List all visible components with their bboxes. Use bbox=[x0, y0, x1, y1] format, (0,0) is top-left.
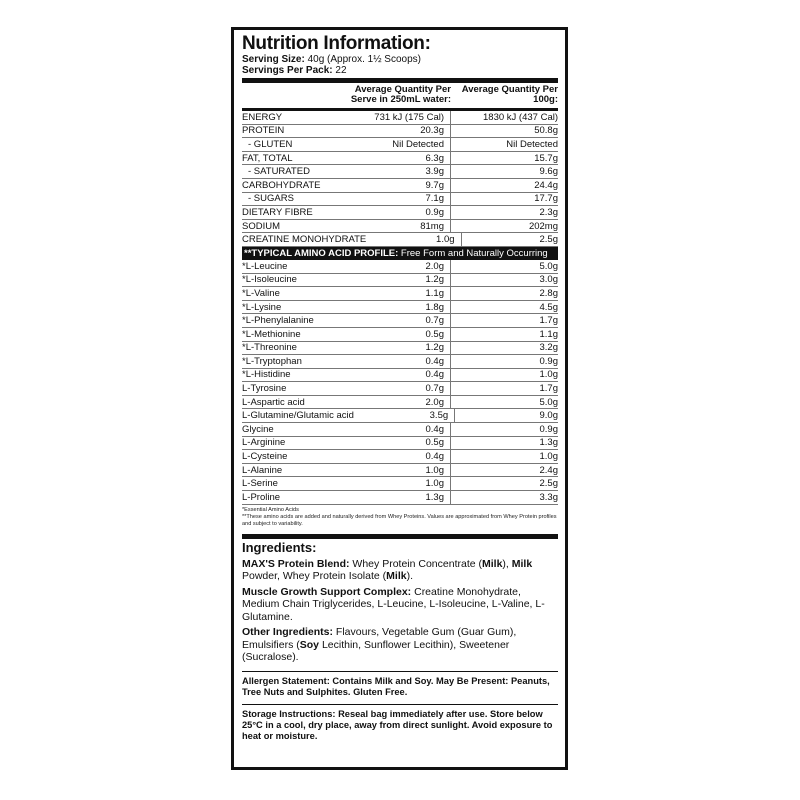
nutrient-name: - SATURATED bbox=[248, 166, 310, 178]
per-serve-value: 0.4g bbox=[346, 369, 451, 382]
table-row bbox=[242, 450, 558, 464]
ingredient-text: ), bbox=[502, 557, 512, 570]
per-serve-value: 81mg bbox=[346, 220, 451, 233]
nutrient-name: L-Arginine bbox=[242, 437, 286, 449]
per-100g-value: 1.0g bbox=[539, 369, 558, 381]
storage-instructions: Storage Instructions: Reseal bag immediately after use. Store below 25°C in a cool, dry place, away from direct sunlight. Avoid exposure to heat or moisture. bbox=[242, 708, 553, 741]
nutrient-name: L-Proline bbox=[242, 491, 281, 503]
nutrient-table bbox=[242, 111, 558, 247]
panel-title: Nutrition Information: bbox=[242, 33, 431, 54]
per-100g-value: 1.0g bbox=[539, 451, 558, 463]
table-row bbox=[242, 314, 558, 328]
per-100g-value: 15.7g bbox=[534, 152, 558, 164]
per-serve-value: 1.0g bbox=[346, 464, 451, 477]
per-serve-value: 1.3g bbox=[346, 491, 451, 504]
nutrient-name: - SUGARS bbox=[248, 193, 294, 205]
table-row bbox=[242, 382, 558, 396]
servings-value: 22 bbox=[335, 65, 347, 76]
per-serve-value: 0.5g bbox=[346, 328, 451, 341]
nutrient-name: *L-Histidine bbox=[242, 369, 291, 381]
per-100g-value: 9.0g bbox=[539, 410, 558, 422]
ingredients-title: Ingredients: bbox=[242, 539, 317, 555]
divider-allergen bbox=[242, 671, 558, 672]
serving-size-label: Serving Size: bbox=[242, 54, 305, 65]
ingredient-text: Creatine Monohydrate, Medium Chain Triglycerides, L-Leucine, L-Isoleucine, L-Valine, L-Glutamine. bbox=[242, 585, 545, 623]
per-serve-value: 1.2g bbox=[346, 342, 451, 355]
ingredient-text: Lecithin, Sunflower Lecithin), Sweetener (Sucralose). bbox=[242, 638, 510, 664]
nutrient-name: *L-Valine bbox=[242, 287, 280, 299]
nutrient-name: DIETARY FIBRE bbox=[242, 206, 313, 218]
nutrient-name: *L-Leucine bbox=[242, 260, 288, 272]
per-serve-value: 2.0g bbox=[346, 260, 451, 273]
table-row bbox=[242, 260, 558, 274]
table-row bbox=[242, 301, 558, 315]
footnote-derived: **These amino acids are added and naturally derived from Whey Proteins. Values are approximated from Whey Protein profiles and subject to variability. bbox=[242, 513, 557, 527]
per-100g-value: Nil Detected bbox=[506, 138, 558, 150]
table-row bbox=[242, 396, 558, 410]
table-row bbox=[242, 206, 558, 220]
per-100g-value: 2.3g bbox=[539, 206, 558, 218]
per-100g-value: 17.7g bbox=[534, 193, 558, 205]
footnote-essential: *Essential Amino Acids bbox=[242, 506, 299, 513]
ingredient-bold-text: Soy bbox=[299, 638, 320, 651]
nutrient-name: *L-Phenylalanine bbox=[242, 315, 314, 327]
nutrient-name: *L-Isoleucine bbox=[242, 274, 297, 286]
nutrient-name: - GLUTEN bbox=[248, 138, 293, 150]
per-100g-value: 1830 kJ (437 Cal) bbox=[483, 111, 558, 123]
per-100g-value: 1.1g bbox=[539, 328, 558, 340]
amino-header-bold: **TYPICAL AMINO ACID PROFILE: bbox=[244, 247, 399, 259]
table-row bbox=[242, 477, 558, 491]
nutrient-name: L-Cysteine bbox=[242, 451, 288, 463]
per-100g-value: 2.5g bbox=[539, 234, 558, 246]
nutrient-name: PROTEIN bbox=[242, 125, 285, 137]
ingredient-paragraph bbox=[242, 626, 558, 664]
table-row bbox=[242, 491, 558, 505]
ingredient-bold-text: Muscle Growth Support Complex: bbox=[242, 585, 412, 598]
per-serve-value: 6.3g bbox=[346, 152, 451, 165]
per-serve-value: 0.7g bbox=[346, 314, 451, 327]
per-100g-value: 1.3g bbox=[539, 437, 558, 449]
per-100g-value: 0.9g bbox=[539, 423, 558, 435]
per-100g-value: 4.5g bbox=[539, 301, 558, 313]
per-serve-value: 0.4g bbox=[346, 450, 451, 463]
per-serve-value: 1.0g bbox=[366, 233, 461, 246]
per-100g-value: 2.4g bbox=[539, 464, 558, 476]
per-serve-value: Nil Detected bbox=[346, 138, 451, 151]
per-serve-value: 2.0g bbox=[346, 396, 451, 409]
table-row bbox=[242, 193, 558, 207]
per-serve-value: 1.1g bbox=[346, 287, 451, 300]
per-serve-value: 7.1g bbox=[346, 193, 451, 206]
divider-ingredients bbox=[242, 534, 558, 539]
serving-size-value: 40g (Approx. 1½ Scoops) bbox=[307, 54, 421, 65]
table-row bbox=[242, 464, 558, 478]
ingredients-list bbox=[242, 558, 558, 664]
nutrient-name: *L-Tryptophan bbox=[242, 355, 302, 367]
table-row bbox=[242, 233, 558, 247]
per-100g-value: 5.0g bbox=[539, 260, 558, 272]
per-100g-value: 3.2g bbox=[539, 342, 558, 354]
nutrient-name: *L-Lysine bbox=[242, 301, 282, 313]
table-row bbox=[242, 328, 558, 342]
per-serve-value: 0.5g bbox=[346, 437, 451, 450]
per-100g-value: 5.0g bbox=[539, 396, 558, 408]
ingredient-text: Flavours, Vegetable Gum (Guar Gum), Emulsifiers ( bbox=[242, 626, 517, 651]
per-serve-value: 1.2g bbox=[346, 274, 451, 287]
allergen-statement: Allergen Statement: Contains Milk and Soy. May Be Present: Peanuts, Tree Nuts and Sulphites. Gluten Free. bbox=[242, 675, 550, 697]
servings-label: Servings Per Pack: bbox=[242, 65, 333, 76]
per-100g-value: 1.7g bbox=[539, 383, 558, 395]
per-100g-value: 3.0g bbox=[539, 274, 558, 286]
nutrient-name: CREATINE MONOHYDRATE bbox=[242, 234, 367, 246]
ingredient-text: ). bbox=[406, 570, 413, 583]
per-serve-value: 1.8g bbox=[346, 301, 451, 314]
servings-per-pack bbox=[242, 65, 558, 76]
nutrient-name: L-Aspartic acid bbox=[242, 396, 305, 408]
per-serve-value: 20.3g bbox=[346, 125, 451, 138]
table-header bbox=[242, 83, 558, 108]
per-100g-value: 202mg bbox=[528, 220, 558, 232]
amino-table bbox=[242, 260, 558, 505]
nutrient-name: L-Serine bbox=[242, 478, 278, 490]
ingredient-bold-text: Milk bbox=[511, 557, 533, 570]
per-100g-value: 0.9g bbox=[539, 355, 558, 367]
per-serve-value: 1.0g bbox=[346, 477, 451, 490]
ingredient-bold-text: Milk bbox=[482, 557, 503, 570]
table-row bbox=[242, 165, 558, 179]
nutrient-name: FAT, TOTAL bbox=[242, 152, 293, 164]
table-row bbox=[242, 152, 558, 166]
per-100g-value: 9.6g bbox=[539, 166, 558, 178]
table-row bbox=[242, 220, 558, 234]
per-100g-value: 2.5g bbox=[539, 478, 558, 490]
amino-header-rest: Free Form and Naturally Occurring bbox=[398, 247, 548, 259]
divider-storage bbox=[242, 704, 558, 705]
per-serve-value: 0.9g bbox=[346, 206, 451, 219]
ingredient-text: Powder, Whey Protein Isolate ( bbox=[242, 570, 387, 583]
ingredient-paragraph bbox=[242, 586, 558, 624]
nutrient-name: L-Tyrosine bbox=[242, 383, 287, 395]
table-row bbox=[242, 342, 558, 356]
per-serve-value: 0.7g bbox=[346, 382, 451, 395]
ingredient-bold-text: MAX'S Protein Blend: bbox=[242, 557, 350, 570]
nutrient-name: SODIUM bbox=[242, 220, 280, 232]
table-row bbox=[242, 138, 558, 152]
per-100g-value: 50.8g bbox=[534, 125, 558, 137]
serving-size bbox=[242, 54, 558, 65]
per-serve-value: 0.4g bbox=[346, 355, 451, 368]
per-100g-value: 3.3g bbox=[539, 491, 558, 503]
table-row bbox=[242, 409, 558, 423]
table-row bbox=[242, 287, 558, 301]
table-row bbox=[242, 423, 558, 437]
header-per-100g: Average Quantity Per 100g: bbox=[461, 84, 558, 105]
per-serve-value: 3.9g bbox=[346, 165, 451, 178]
nutrient-name: *L-Methionine bbox=[242, 328, 301, 340]
nutrient-name: CARBOHYDRATE bbox=[242, 179, 321, 191]
nutrient-name: L-Alanine bbox=[242, 464, 283, 476]
per-100g-value: 2.8g bbox=[539, 287, 558, 299]
amino-profile-header bbox=[242, 247, 558, 260]
per-100g-value: 24.4g bbox=[534, 179, 558, 191]
per-serve-value: 0.4g bbox=[346, 423, 451, 436]
nutrient-name: L-Glutamine/Glutamic acid bbox=[242, 410, 354, 422]
header-per-serve: Average Quantity Per Serve in 250mL water: bbox=[350, 84, 451, 105]
ingredient-text: Whey Protein Concentrate ( bbox=[349, 557, 482, 570]
per-serve-value: 3.5g bbox=[354, 409, 455, 422]
nutrient-name: Glycine bbox=[242, 423, 274, 435]
table-row bbox=[242, 274, 558, 288]
nutrition-panel bbox=[231, 27, 568, 770]
per-serve-value: 9.7g bbox=[346, 179, 451, 192]
table-row bbox=[242, 355, 558, 369]
nutrient-name: ENERGY bbox=[242, 111, 283, 123]
table-row bbox=[242, 125, 558, 139]
per-serve-value: 731 kJ (175 Cal) bbox=[346, 111, 451, 124]
table-row bbox=[242, 369, 558, 383]
table-row bbox=[242, 437, 558, 451]
per-100g-value: 1.7g bbox=[539, 315, 558, 327]
nutrient-name: *L-Threonine bbox=[242, 342, 297, 354]
table-row bbox=[242, 179, 558, 193]
ingredient-paragraph bbox=[242, 558, 558, 583]
ingredient-bold-text: Milk bbox=[386, 570, 407, 583]
ingredient-bold-text: Other Ingredients: bbox=[242, 626, 334, 639]
table-row bbox=[242, 111, 558, 125]
